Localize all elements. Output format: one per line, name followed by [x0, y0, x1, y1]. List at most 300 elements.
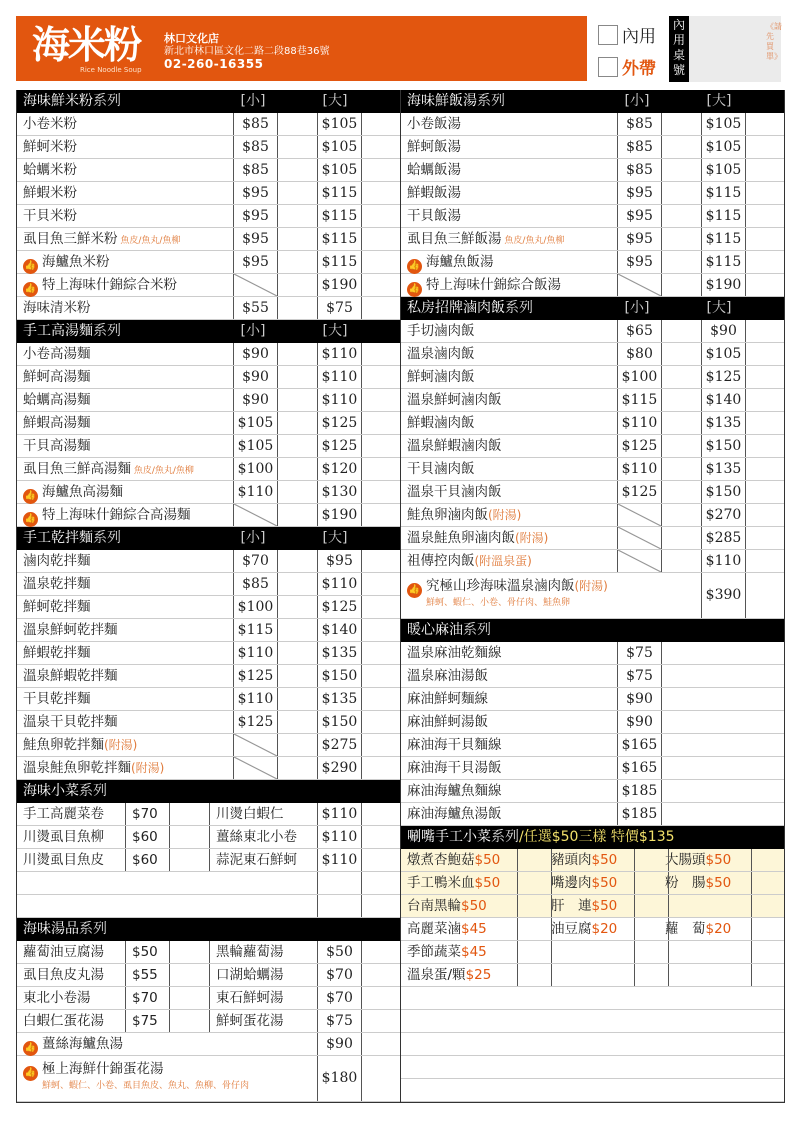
large-qty-cell[interactable]	[745, 136, 746, 158]
qty-cell[interactable]	[661, 711, 662, 733]
large-price: $275	[317, 734, 361, 756]
menu-item-row[interactable]	[17, 343, 400, 366]
qty-cell[interactable]	[169, 803, 209, 825]
small-qty-cell[interactable]	[661, 550, 701, 572]
small-qty-cell[interactable]	[661, 412, 701, 434]
item-ingredients: 鮮蚵、蝦仁、小卷、骨仔肉、鮭魚卵	[426, 598, 571, 608]
small-qty-cell[interactable]	[277, 182, 317, 204]
small-qty-cell[interactable]	[661, 458, 701, 480]
snack-name: 油豆腐$20	[551, 921, 618, 937]
large-qty-cell[interactable]	[361, 113, 362, 135]
small-price: $90	[233, 366, 277, 388]
menu-item-row[interactable]	[17, 1010, 400, 1033]
large-qty-cell[interactable]	[745, 550, 746, 572]
item-ingredients: 魚皮/魚丸/魚柳	[131, 466, 194, 476]
large-price: $270	[701, 504, 745, 526]
large-qty-cell[interactable]	[745, 527, 746, 549]
menu-item-row[interactable]	[401, 642, 784, 665]
menu-item-row[interactable]	[17, 941, 400, 964]
menu-item-row[interactable]	[17, 251, 400, 274]
takeout-checkbox[interactable]	[598, 57, 618, 77]
item-name: 川燙虱目魚柳	[23, 829, 104, 845]
qty-cell[interactable]	[751, 941, 752, 963]
small-price: $85	[233, 136, 277, 158]
price: $70	[317, 964, 361, 986]
small-qty-cell[interactable]	[277, 366, 317, 388]
small-qty-cell[interactable]	[277, 159, 317, 181]
menu-item-row[interactable]	[17, 412, 400, 435]
menu-item-row[interactable]	[401, 734, 784, 757]
snack-row[interactable]	[401, 964, 784, 987]
snack-price: $25	[465, 967, 492, 983]
menu-item-row[interactable]	[17, 389, 400, 412]
item-name: 蛤蠣飯湯	[407, 162, 461, 178]
large-price: $140	[317, 619, 361, 641]
qty-cell[interactable]	[551, 849, 552, 871]
large-qty-cell[interactable]	[745, 159, 746, 181]
large-qty-cell[interactable]	[361, 596, 362, 618]
small-qty-cell[interactable]	[277, 504, 317, 526]
menu-item-row[interactable]	[17, 274, 400, 297]
price: $75	[125, 1010, 169, 1032]
menu-item-row[interactable]	[401, 803, 784, 826]
qty-cell[interactable]	[751, 872, 752, 894]
menu-item-row[interactable]	[17, 435, 400, 458]
qty-cell[interactable]	[169, 941, 209, 963]
menu-item-row[interactable]	[17, 757, 400, 780]
qty-cell[interactable]	[661, 803, 662, 825]
qty-cell[interactable]	[668, 872, 669, 894]
qty-cell[interactable]	[361, 1056, 362, 1101]
menu-item-row[interactable]	[401, 711, 784, 734]
large-qty-cell[interactable]	[745, 320, 746, 342]
blank-row	[401, 1010, 784, 1033]
large-price: $190	[701, 274, 745, 296]
large-qty-cell[interactable]	[361, 159, 362, 181]
qty-cell[interactable]	[361, 941, 362, 963]
qty-cell[interactable]	[361, 987, 362, 1009]
section-title: 手工高湯麵	[23, 323, 93, 339]
menu-item-row[interactable]	[401, 182, 784, 205]
menu-item-row[interactable]	[17, 228, 400, 251]
menu-item-row[interactable]	[17, 113, 400, 136]
menu-item-row[interactable]	[401, 665, 784, 688]
item-name: 小卷飯湯	[407, 116, 461, 132]
small-qty-cell[interactable]	[277, 412, 317, 434]
qty-cell[interactable]	[361, 826, 362, 848]
small-price: $65	[617, 320, 661, 342]
menu-item-row[interactable]	[401, 366, 784, 389]
qty-cell[interactable]	[517, 872, 518, 894]
section-header-side_dishes	[17, 780, 400, 803]
qty-cell[interactable]	[517, 849, 518, 871]
large-qty-cell[interactable]	[361, 343, 362, 365]
qty-cell[interactable]	[517, 941, 518, 963]
qty-cell[interactable]	[551, 964, 552, 986]
large-qty-cell[interactable]	[745, 481, 746, 503]
qty-cell[interactable]	[668, 918, 669, 940]
menu-item-row[interactable]	[401, 228, 784, 251]
menu-item-row[interactable]	[17, 504, 400, 527]
menu-item-row[interactable]	[401, 389, 784, 412]
menu-item-row[interactable]	[401, 343, 784, 366]
snack-row[interactable]	[401, 872, 784, 895]
item-name: 溫泉乾拌麵	[23, 576, 91, 592]
dine-in-checkbox[interactable]	[598, 25, 618, 45]
small-qty-cell[interactable]	[661, 228, 701, 250]
menu-item-row[interactable]	[17, 1033, 400, 1056]
small-price: $95	[617, 205, 661, 227]
series-suffix: 系列	[477, 93, 505, 109]
large-qty-cell[interactable]	[361, 228, 362, 250]
qty-cell[interactable]	[634, 895, 635, 917]
takeout-option[interactable]	[598, 54, 656, 79]
menu-item-row[interactable]	[401, 550, 784, 573]
qty-cell[interactable]	[661, 734, 662, 756]
large-price: $125	[701, 366, 745, 388]
price: $70	[317, 987, 361, 1009]
small-price: $85	[617, 136, 661, 158]
small-qty-cell[interactable]	[661, 435, 701, 457]
menu-item-row[interactable]	[401, 780, 784, 803]
menu-item-row[interactable]	[401, 573, 784, 619]
large-price: $115	[701, 251, 745, 273]
small-price: $110	[617, 412, 661, 434]
menu-item-row[interactable]	[17, 688, 400, 711]
small-qty-cell[interactable]	[277, 458, 317, 480]
small-qty-cell[interactable]	[277, 136, 317, 158]
qty-cell[interactable]	[661, 757, 662, 779]
large-qty-cell[interactable]	[745, 389, 746, 411]
small-price	[617, 550, 661, 572]
qty-cell[interactable]	[169, 849, 209, 871]
section-header-rice_soup	[401, 90, 784, 113]
snack-price: $50	[474, 852, 501, 868]
menu-item-row[interactable]	[17, 665, 400, 688]
series-suffix: 系列	[463, 622, 491, 638]
menu-item-row[interactable]	[17, 297, 400, 320]
large-qty-cell[interactable]	[361, 136, 362, 158]
thumbs-up-icon: 👍	[407, 259, 422, 274]
small-qty-cell[interactable]	[277, 251, 317, 273]
large-qty-cell[interactable]	[361, 251, 362, 273]
menu-item-row[interactable]	[17, 987, 400, 1010]
small-price: $70	[233, 550, 277, 572]
item-name: 干貝飯湯	[407, 208, 461, 224]
menu-item-row[interactable]	[401, 481, 784, 504]
small-size-header: [小]	[240, 323, 266, 339]
small-price: $115	[617, 389, 661, 411]
price: $60	[125, 849, 169, 871]
small-qty-cell[interactable]	[277, 297, 317, 319]
large-price: $125	[317, 435, 361, 457]
large-qty-cell[interactable]	[745, 228, 746, 250]
qty-cell[interactable]	[551, 895, 552, 917]
small-qty-cell[interactable]	[277, 688, 317, 710]
large-qty-cell[interactable]	[361, 481, 362, 503]
item-name: 川燙虱目魚皮	[23, 852, 104, 868]
small-size-header: [小]	[624, 93, 650, 109]
snack-row[interactable]	[401, 941, 784, 964]
small-qty-cell[interactable]	[277, 619, 317, 641]
price: $110	[317, 826, 361, 848]
large-qty-cell[interactable]	[361, 711, 362, 733]
large-qty-cell[interactable]	[361, 688, 362, 710]
thumbs-up-icon: 👍	[23, 1066, 38, 1081]
small-qty-cell[interactable]	[277, 642, 317, 664]
small-qty-cell[interactable]	[277, 573, 317, 595]
small-qty-cell[interactable]	[277, 550, 317, 572]
small-qty-cell[interactable]	[661, 320, 701, 342]
qty-cell[interactable]	[661, 688, 662, 710]
qty-cell[interactable]	[634, 918, 635, 940]
qty-cell[interactable]	[634, 964, 635, 986]
large-qty-cell[interactable]	[745, 274, 746, 296]
large-qty-cell[interactable]	[361, 504, 362, 526]
large-price: $110	[317, 389, 361, 411]
menu-item-row[interactable]	[17, 642, 400, 665]
qty-cell[interactable]	[361, 964, 362, 986]
large-price: $105	[701, 343, 745, 365]
qty-cell[interactable]	[551, 872, 552, 894]
large-qty-cell[interactable]	[361, 458, 362, 480]
qty-cell[interactable]	[634, 872, 635, 894]
price: $75	[317, 1010, 361, 1032]
item-name: 白蝦仁蛋花湯	[23, 1013, 104, 1029]
small-qty-cell[interactable]	[277, 113, 317, 135]
price: $60	[125, 826, 169, 848]
qty-cell[interactable]	[361, 803, 362, 825]
large-qty-cell[interactable]	[361, 642, 362, 664]
qty-cell[interactable]	[668, 895, 669, 917]
small-qty-cell[interactable]	[661, 205, 701, 227]
large-qty-cell[interactable]	[745, 343, 746, 365]
qty-cell[interactable]	[751, 895, 752, 917]
small-qty-cell[interactable]	[277, 228, 317, 250]
qty-cell[interactable]	[634, 849, 635, 871]
menu-item-row[interactable]	[401, 205, 784, 228]
menu-item-row[interactable]	[17, 205, 400, 228]
menu-item-row[interactable]	[401, 527, 784, 550]
large-qty-cell[interactable]	[361, 412, 362, 434]
small-qty-cell[interactable]	[661, 504, 701, 526]
menu-item-row[interactable]	[17, 826, 400, 849]
large-qty-cell[interactable]	[745, 366, 746, 388]
small-price: $95	[233, 205, 277, 227]
large-qty-cell[interactable]	[361, 757, 362, 779]
menu-item-row[interactable]	[401, 688, 784, 711]
large-qty-cell[interactable]	[361, 274, 362, 296]
blank-row	[17, 872, 400, 895]
small-qty-cell[interactable]	[277, 665, 317, 687]
qty-cell[interactable]	[751, 918, 752, 940]
item-name: 👍 究極山珍海味溫泉滷肉飯(附湯) 鮮蚵、蝦仁、小卷、骨仔肉、鮭魚卵	[408, 578, 608, 608]
dine-in-option[interactable]	[598, 22, 656, 47]
small-qty-cell[interactable]	[277, 757, 317, 779]
large-qty-cell[interactable]	[361, 182, 362, 204]
menu-item-row[interactable]	[401, 504, 784, 527]
small-qty-cell[interactable]	[661, 389, 701, 411]
large-qty-cell[interactable]	[361, 366, 362, 388]
section-title: 手工乾拌麵	[23, 530, 93, 546]
small-qty-cell[interactable]	[661, 136, 701, 158]
small-qty-cell[interactable]	[661, 274, 701, 296]
small-qty-cell[interactable]	[661, 481, 701, 503]
menu-item-row[interactable]	[17, 711, 400, 734]
menu-item-row[interactable]	[17, 596, 400, 619]
large-qty-cell[interactable]	[361, 550, 362, 572]
large-qty-cell[interactable]	[361, 619, 362, 641]
series-suffix: 系列	[79, 921, 107, 937]
menu-item-row[interactable]	[17, 481, 400, 504]
large-qty-cell[interactable]	[361, 205, 362, 227]
large-price: $135	[317, 688, 361, 710]
item-extra: (附湯)	[104, 738, 138, 752]
small-qty-cell[interactable]	[661, 182, 701, 204]
large-size-header: [大]	[322, 323, 348, 339]
menu-item-row[interactable]	[401, 136, 784, 159]
snack-row[interactable]	[401, 849, 784, 872]
item-name: 溫泉鮮蝦乾拌麵	[23, 668, 118, 684]
qty-cell[interactable]	[169, 826, 209, 848]
large-qty-cell[interactable]	[361, 734, 362, 756]
qty-cell[interactable]	[169, 964, 209, 986]
large-price: $105	[317, 113, 361, 135]
large-qty-cell[interactable]	[361, 665, 362, 687]
small-qty-cell[interactable]	[277, 435, 317, 457]
item-ingredients: 魚皮/魚丸/魚柳	[117, 236, 181, 246]
qty-cell[interactable]	[551, 941, 552, 963]
qty-cell[interactable]	[634, 941, 635, 963]
qty-cell[interactable]	[668, 941, 669, 963]
large-price: $120	[317, 458, 361, 480]
small-price	[233, 504, 277, 526]
snack-row[interactable]	[401, 895, 784, 918]
small-price: $125	[617, 481, 661, 503]
menu-item-row[interactable]	[401, 320, 784, 343]
small-qty-cell[interactable]	[277, 205, 317, 227]
qty-cell[interactable]	[551, 918, 552, 940]
section-title: 海味小菜	[23, 783, 79, 799]
small-price: $125	[233, 711, 277, 733]
menu-item-row[interactable]	[17, 619, 400, 642]
qty-cell[interactable]	[361, 1010, 362, 1032]
small-qty-cell[interactable]	[661, 251, 701, 273]
large-qty-cell[interactable]	[745, 435, 746, 457]
menu-item-row[interactable]	[401, 159, 784, 182]
qty-cell[interactable]	[169, 987, 209, 1009]
menu-item-row[interactable]	[401, 113, 784, 136]
menu-item-row[interactable]	[17, 1056, 400, 1102]
menu-item-row[interactable]	[401, 412, 784, 435]
large-price: $115	[701, 228, 745, 250]
menu-item-row[interactable]	[17, 573, 400, 596]
menu-item-row[interactable]	[401, 435, 784, 458]
menu-item-row[interactable]	[17, 803, 400, 826]
large-qty-cell[interactable]	[745, 205, 746, 227]
blank-row	[17, 895, 400, 918]
item-name: 蛤蠣高湯麵	[23, 392, 91, 408]
qty-cell[interactable]	[668, 849, 669, 871]
qty-cell[interactable]	[517, 964, 518, 986]
qty-cell[interactable]	[169, 1010, 209, 1032]
qty-cell[interactable]	[751, 849, 752, 871]
qty-cell[interactable]	[517, 918, 518, 940]
large-qty-cell[interactable]	[361, 435, 362, 457]
menu-item-row[interactable]	[401, 251, 784, 274]
menu-item-row[interactable]	[17, 964, 400, 987]
pay-first-note: 《請先買單》	[766, 22, 782, 61]
menu-item-row[interactable]	[401, 274, 784, 297]
large-qty-cell[interactable]	[361, 573, 362, 595]
small-qty-cell[interactable]	[277, 389, 317, 411]
item-name: 麻油海鱸魚湯飯	[407, 806, 502, 822]
large-qty-cell[interactable]	[361, 389, 362, 411]
large-qty-cell[interactable]	[745, 412, 746, 434]
menu-item-row[interactable]	[401, 458, 784, 481]
small-qty-cell[interactable]	[277, 343, 317, 365]
qty-cell[interactable]	[661, 780, 662, 802]
qty-cell[interactable]	[745, 573, 746, 618]
large-qty-cell[interactable]	[745, 458, 746, 480]
qty-cell[interactable]	[661, 642, 662, 664]
item-name: 溫泉鮭魚卵滷肉飯(附湯)	[407, 530, 549, 546]
small-qty-cell[interactable]	[661, 343, 701, 365]
large-price: $115	[317, 205, 361, 227]
large-qty-cell[interactable]	[745, 182, 746, 204]
menu-item-row[interactable]	[17, 734, 400, 757]
menu-item-row[interactable]	[17, 366, 400, 389]
small-qty-cell[interactable]	[661, 366, 701, 388]
snack-row[interactable]	[401, 918, 784, 941]
logo-subtitle: Rice Noodle Soup	[80, 66, 142, 74]
large-price: $75	[317, 297, 361, 319]
menu-item-row[interactable]	[17, 136, 400, 159]
small-qty-cell[interactable]	[277, 481, 317, 503]
qty-cell[interactable]	[668, 964, 669, 986]
large-qty-cell[interactable]	[745, 504, 746, 526]
snack-price: $50	[591, 852, 618, 868]
menu-item-row[interactable]	[401, 757, 784, 780]
qty-cell[interactable]	[361, 1033, 362, 1055]
small-qty-cell[interactable]	[661, 159, 701, 181]
qty-cell[interactable]	[361, 849, 362, 871]
large-qty-cell[interactable]	[745, 113, 746, 135]
qty-cell[interactable]	[751, 964, 752, 986]
small-size-header: [小]	[624, 300, 650, 316]
qty-cell[interactable]	[661, 665, 662, 687]
large-qty-cell[interactable]	[361, 297, 362, 319]
menu-item-row[interactable]	[17, 458, 400, 481]
qty-cell[interactable]	[517, 895, 518, 917]
menu-item-row[interactable]	[17, 182, 400, 205]
menu-item-row[interactable]	[17, 849, 400, 872]
section-header-dry_noodle	[17, 527, 400, 550]
snack-name: 蘿 蔔$20	[665, 921, 732, 937]
small-qty-cell[interactable]	[277, 734, 317, 756]
small-qty-cell[interactable]	[277, 596, 317, 618]
small-qty-cell[interactable]	[277, 274, 317, 296]
snack-name: 豬頭肉$50	[551, 852, 618, 868]
large-qty-cell[interactable]	[745, 251, 746, 273]
menu-item-row[interactable]	[17, 550, 400, 573]
section-title: 唰嘴手工小菜	[407, 829, 491, 845]
small-qty-cell[interactable]	[277, 711, 317, 733]
small-qty-cell[interactable]	[661, 113, 701, 135]
item-name: 鮮蝦乾拌麵	[23, 645, 91, 661]
small-qty-cell[interactable]	[661, 527, 701, 549]
menu-item-row[interactable]	[17, 159, 400, 182]
